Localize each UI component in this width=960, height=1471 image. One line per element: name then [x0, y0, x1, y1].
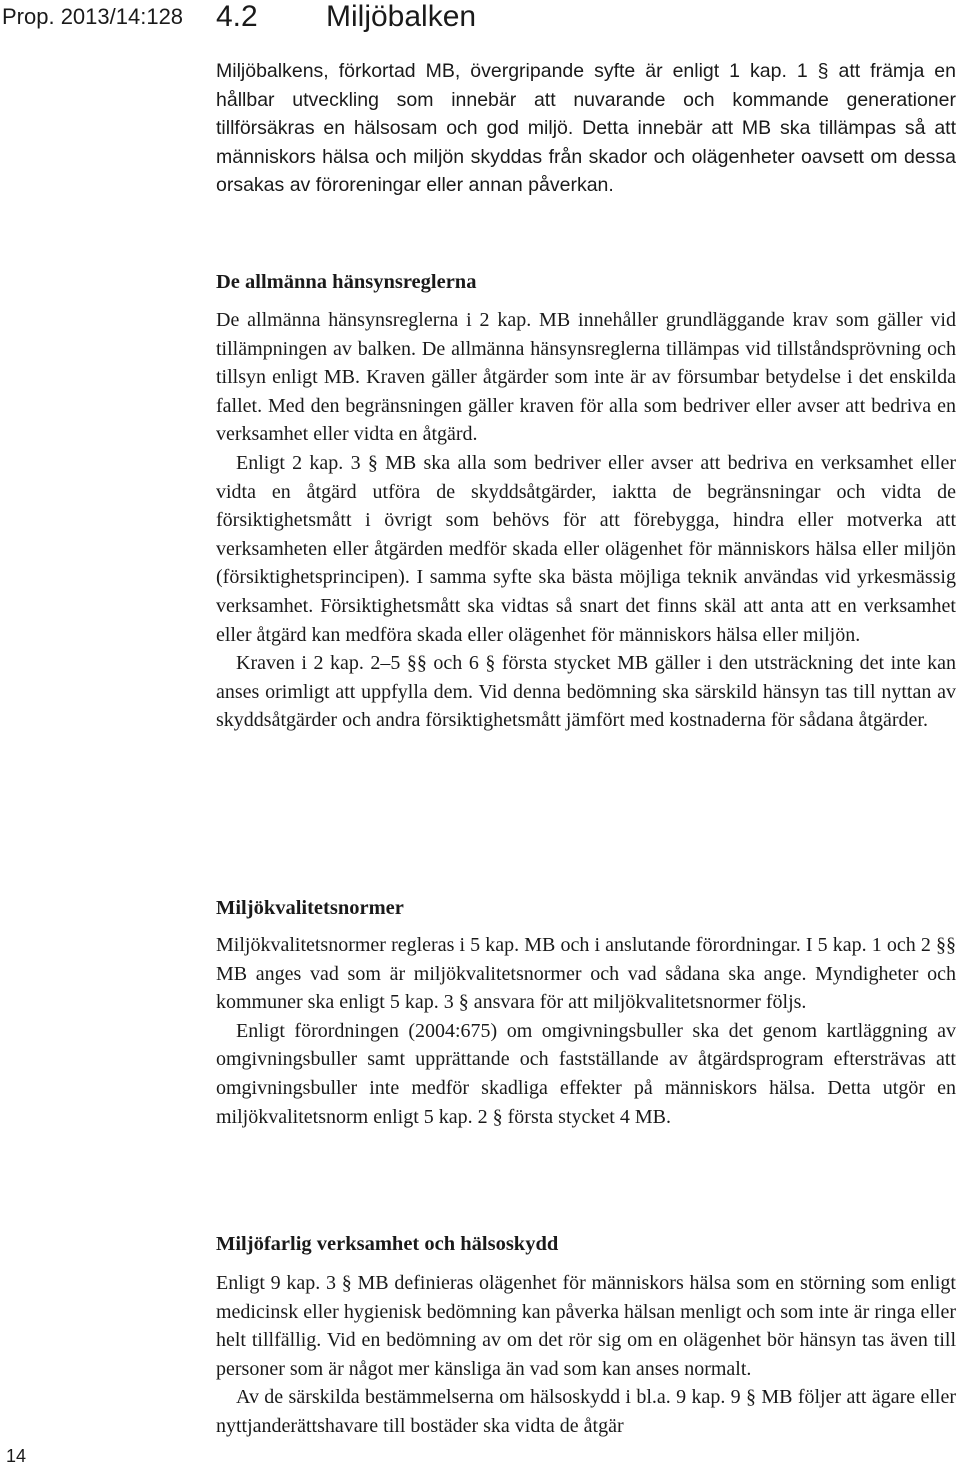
heading-general-rules: De allmänna hänsynsreglerna — [216, 271, 477, 293]
proposition-reference: Prop. 2013/14:128 — [2, 4, 184, 29]
section-title-text: Miljöbalken — [326, 0, 477, 33]
paragraph: Enligt 2 kap. 3 § MB ska alla som bedriver eller avser att bedriva en verksamhet eller vidta en åtgärd utföra de skyddsåtgärder, iaktta de begränsningar och vidta de försiktighetsmått i övrigt som behövs för att förebygga, hindra eller motverka att verksamheten eller åtgärden medför skada eller olägenhet för människors hälsa eller miljön (försiktighetsprincipen). I samma syfte ska bästa möjliga teknik användas vid yrkesmässig verksamhet. Försiktighetsmått ska vidtas så snart det finns skäl att anta att en verksamhet eller åtgärd kan medföra skada eller olägenhet för människors hälsa eller miljön. — [216, 451, 956, 646]
paragraph: Enligt förordningen (2004:675) om omgivningsbuller ska det genom kartläggning av omgivningsbuller samt upprättande och fastställande av åtgärdsprogram eftersträvas att omgivningsbuller inte medför skadliga effekter på människors hälsa. Detta utgör en miljökvalitetsnorm enligt 5 kap. 2 § första stycket 4 MB. — [216, 1019, 956, 1128]
intro-paragraph: Miljöbalkens, förkortad MB, övergripande syfte är enligt 1 kap. 1 § att främja en hållbar utveckling som innebär att nuvarande och kommande generationer tillförsäkras en hälsosam och god miljö. Detta innebär att MB ska tillämpas så att människors hälsa och miljön skyddas från skador och olägenheter oavsett om dessa orsakas av föroreningar eller annan påverkan. — [216, 60, 956, 197]
section-number: 4.2 — [216, 0, 258, 33]
heading-environmental-quality-standards: Miljökvalitetsnormer — [216, 897, 404, 919]
section-health-protection-body — [216, 1269, 956, 1441]
section-title — [216, 0, 476, 34]
paragraph: Av de särskilda bestämmelserna om hälsoskydd i bl.a. 9 kap. 9 § MB följer att ägare eller nyttjanderättshavare till bostäder ska vidta de åtgär — [216, 1386, 956, 1437]
intro-block — [216, 57, 956, 200]
paragraph: De allmänna hänsynsreglerna i 2 kap. MB innehåller grundläggande krav som gäller vid tillämpningen av balken. De allmänna hänsynsreglerna tillämpas vid tillståndsprövning och tillsyn enligt MB. Kraven gäller åtgärder som inte är av försumbar betydelse i det enskilda fallet. Med den begränsningen gäller kraven för alla som bedriver eller avser att bedriva en verksamhet eller vidta en åtgärd. — [216, 309, 956, 446]
paragraph: Miljökvalitetsnormer regleras i 5 kap. MB och i anslutande förordningar. I 5 kap. 1 och 2 §§ MB anges vad som är miljökvalitetsnormer och vad sådana ska ange. Myndigheter och kommuner ska enligt 5 kap. 3 § ansvara för att miljökvalitetsnormer följs. — [216, 934, 956, 1014]
section-quality-standards-body — [216, 931, 956, 1131]
paragraph: Kraven i 2 kap. 2–5 §§ och 6 § första stycket MB gäller i den utsträckning det inte kan anses orimligt att uppfylla dem. Vid denna bedömning ska särskild hänsyn tas till nyttan av skyddsåtgärder och andra försiktighetsmått jämfört med kostnaderna för sådana åtgärder. — [216, 652, 956, 732]
section-general-rules-body — [216, 306, 956, 735]
paragraph: Enligt 9 kap. 3 § MB definieras olägenhet för människors hälsa som en störning som enligt medicinsk eller hygienisk bedömning kan påverka hälsan menligt och som inte är ringa eller helt tillfällig. Vid en bedömning av om det rör sig om en olägenhet bör hänsyn tas även till personer som är något mer känsliga än vad som kan anses normalt. — [216, 1272, 956, 1380]
page-number: 14 — [6, 1446, 27, 1466]
heading-hazardous-activities-health-protection: Miljöfarlig verksamhet och hälsoskydd — [216, 1233, 559, 1255]
